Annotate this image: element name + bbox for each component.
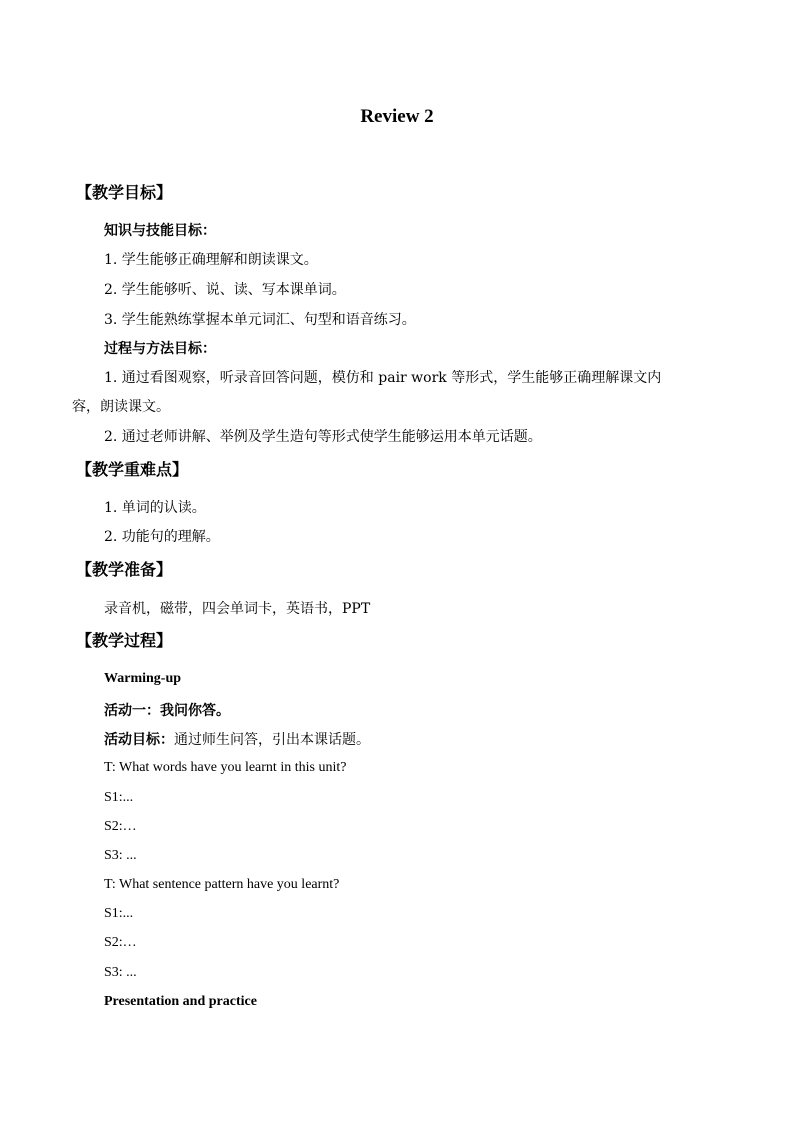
procedure-heading: 【教学过程】 <box>76 631 173 650</box>
warming-up-label: Warming-up <box>104 671 182 686</box>
objectives-heading: 【教学目标】 <box>76 183 173 202</box>
dialogue-line: S1:... <box>104 790 134 805</box>
dialogue-line: S1:... <box>104 906 134 921</box>
dialogue-line: S3: ... <box>104 965 137 980</box>
process-item: 2. 通过老师讲解、举例及学生造句等形式使学生能够运用本单元话题。 <box>104 429 542 445</box>
process-title: 过程与方法目标： <box>104 341 216 357</box>
process-item: 1. 通过看图观察，听录音回答问题，模仿和 pair work 等形式，学生能够正确理解课文内 <box>104 370 662 386</box>
preparation-heading: 【教学准备】 <box>76 560 173 579</box>
dialogue-line: S2:… <box>104 935 137 950</box>
dialogue-line: T: What words have you learnt in this unit? <box>104 760 347 775</box>
preparation-text: 录音机，磁带，四会单词卡，英语书，PPT <box>104 601 371 617</box>
activity-goal-text: 通过师生问答，引出本课话题。 <box>174 732 370 748</box>
knowledge-item: 1. 学生能够正确理解和朗读课文。 <box>104 252 318 268</box>
dialogue-line: S2:… <box>104 819 137 834</box>
knowledge-item: 2. 学生能够听、说、读、写本课单词。 <box>104 282 346 298</box>
activity-goal <box>104 729 370 749</box>
presentation-label: Presentation and practice <box>104 994 257 1009</box>
activity-title: 活动一：我问你答。 <box>104 703 230 719</box>
key-point-item: 2. 功能句的理解。 <box>104 529 220 545</box>
dialogue-line: S3: ... <box>104 848 137 863</box>
dialogue-line: T: What sentence pattern have you learnt? <box>104 877 340 892</box>
key-points-heading: 【教学重难点】 <box>76 460 189 479</box>
document-title: Review 2 <box>360 106 434 127</box>
key-point-item: 1. 单词的认读。 <box>104 500 206 516</box>
activity-goal-label: 活动目标： <box>104 732 174 748</box>
knowledge-item: 3. 学生能熟练掌握本单元词汇、句型和语音练习。 <box>104 312 416 328</box>
knowledge-title: 知识与技能目标： <box>104 223 216 239</box>
process-item-continuation: 容，朗读课文。 <box>72 399 170 415</box>
